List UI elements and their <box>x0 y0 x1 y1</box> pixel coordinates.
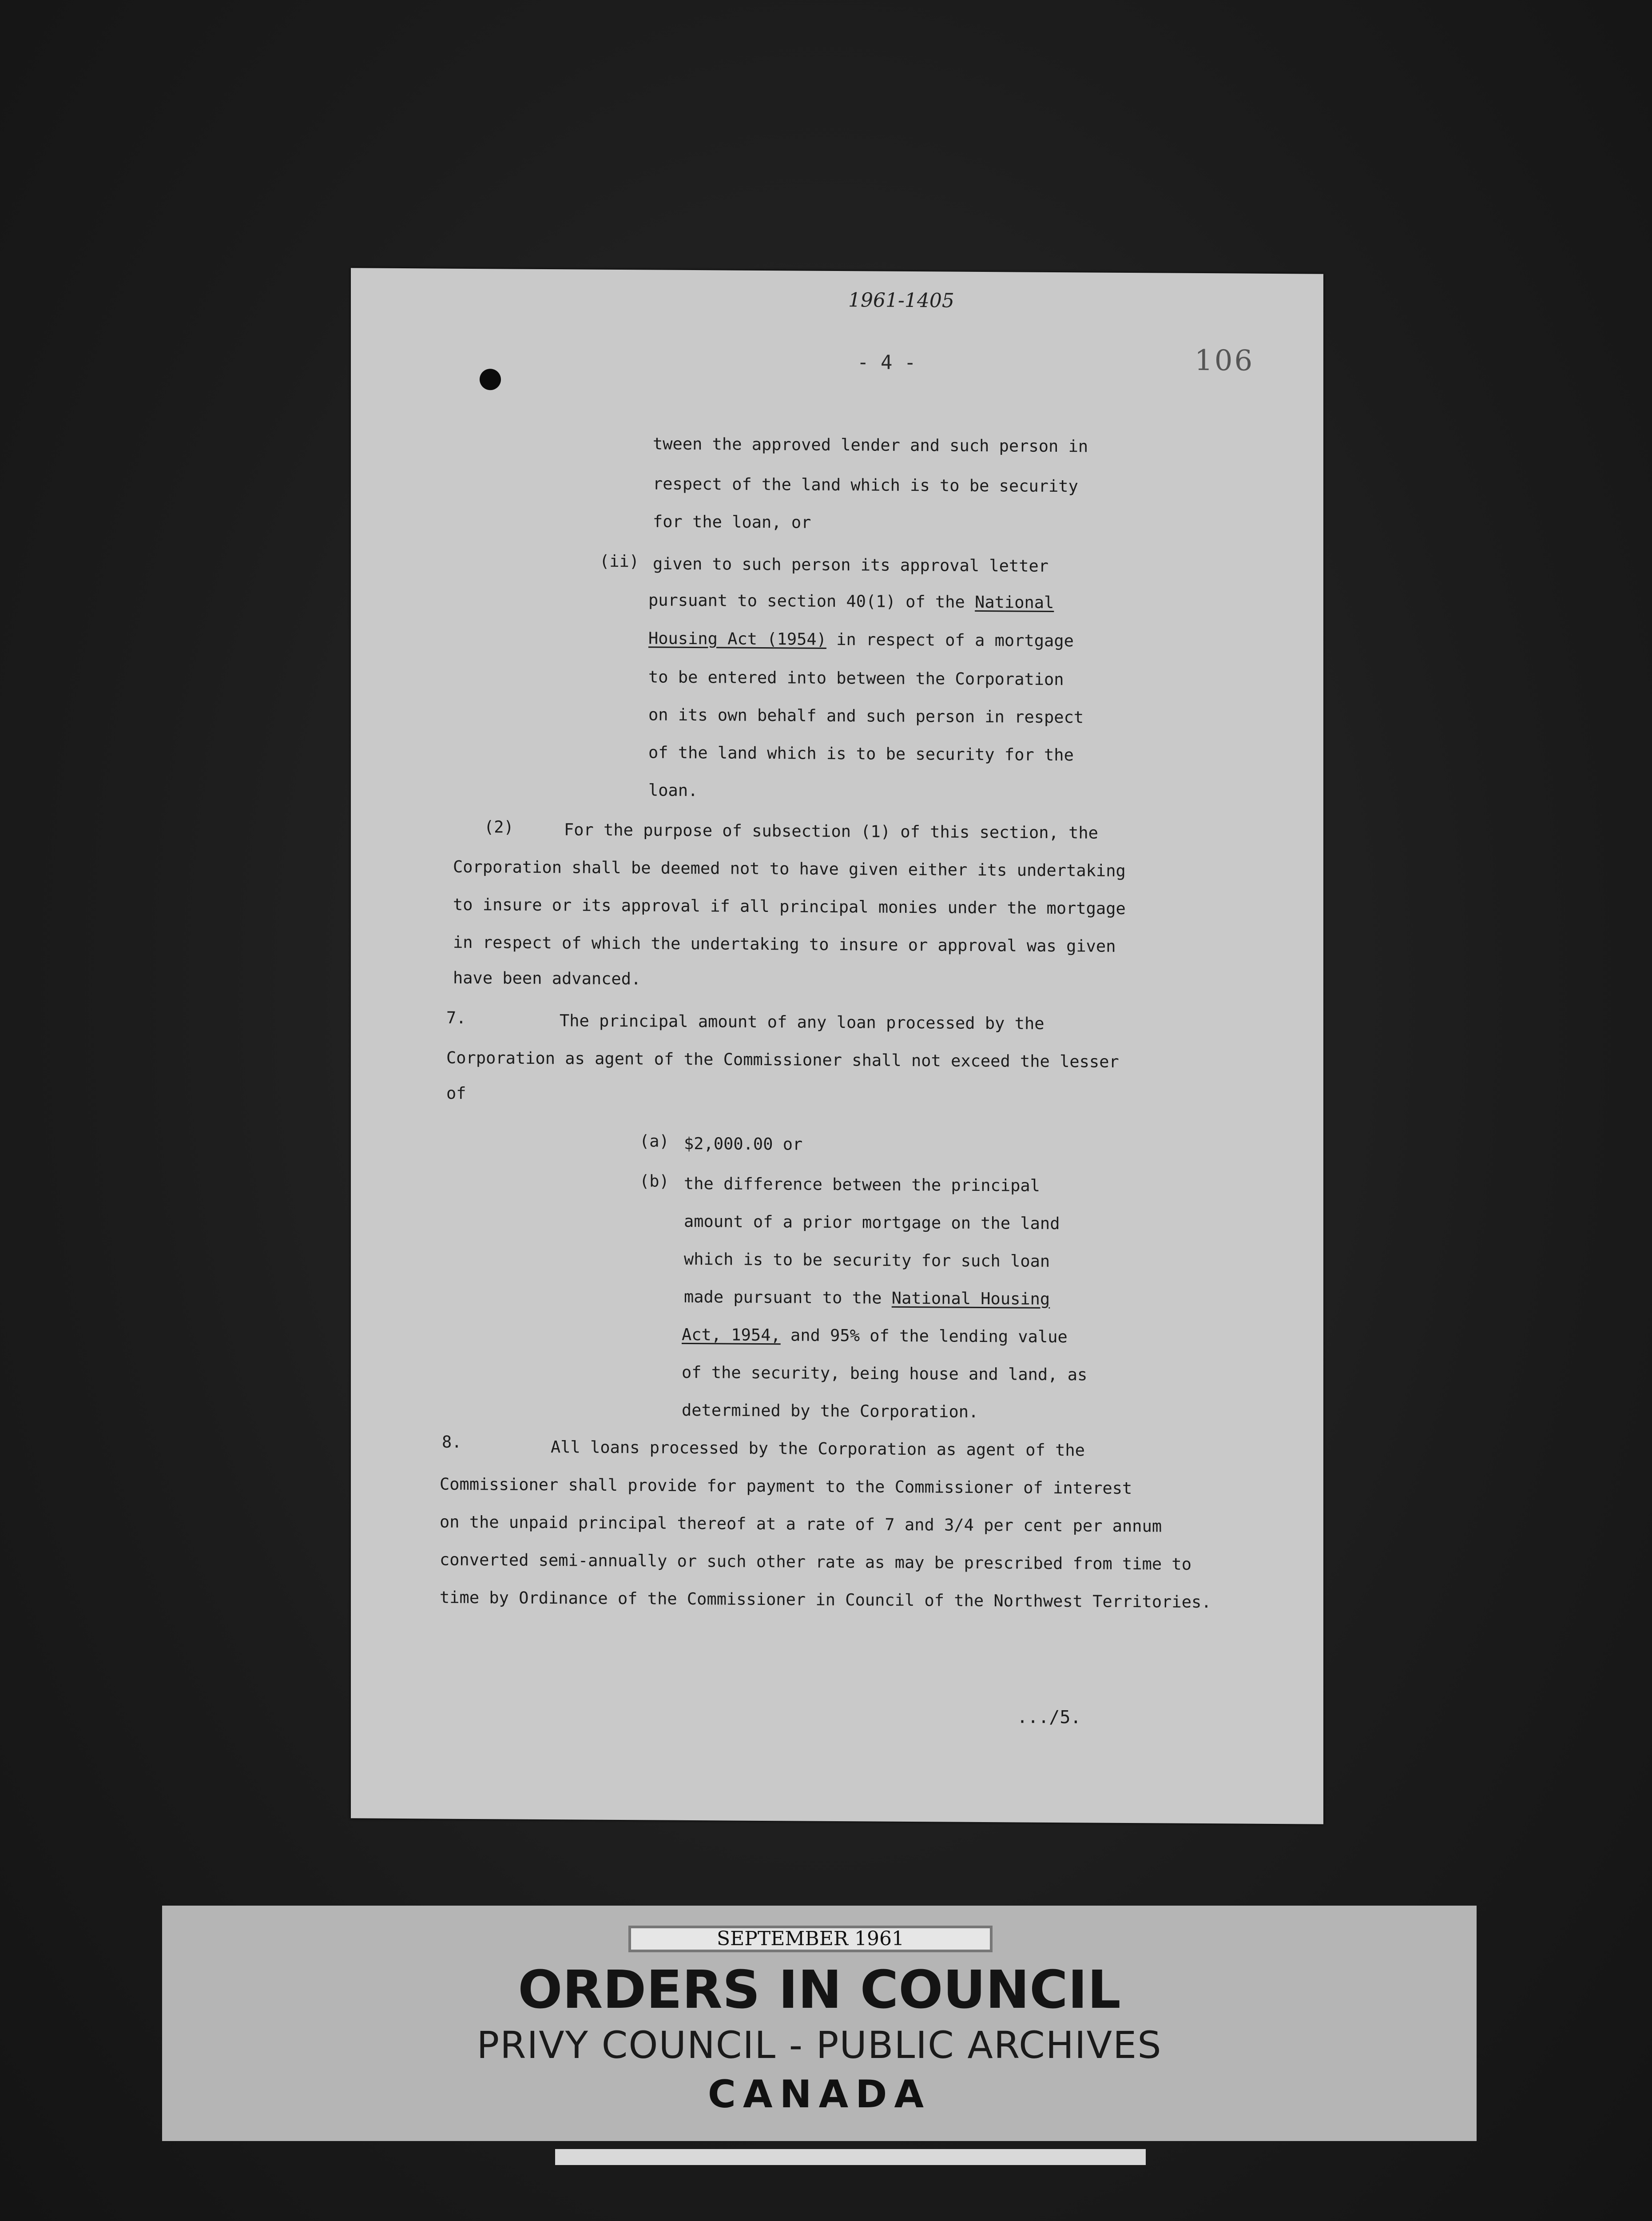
text-line: of <box>446 1083 466 1103</box>
text-line: of the security, being house and land, as <box>682 1362 1088 1385</box>
text-line: Corporation as agent of the Commissioner shall not exceed the lesser <box>446 1048 1119 1071</box>
act-name-underlined: National Housing <box>891 1288 1050 1309</box>
subsection-number: (2) <box>484 817 514 837</box>
text-line: on the unpaid principal thereof at a rate of 7 and 3/4 per cent per annum <box>440 1512 1162 1536</box>
text-line: made pursuant to the National Housing <box>684 1287 1050 1309</box>
text-line: loan. <box>648 780 698 800</box>
date-label: SEPTEMBER 1961 <box>628 1926 993 1952</box>
clause-number: (a) <box>639 1131 669 1151</box>
text-line: $2,000.00 or <box>684 1134 803 1154</box>
text-line: the difference between the principal <box>684 1174 1040 1195</box>
punch-hole <box>480 369 501 390</box>
act-name-underlined: Act, 1954, <box>682 1325 781 1345</box>
film-edge-strip <box>555 2149 1146 2165</box>
stamped-number: 106 <box>1195 344 1255 378</box>
text-line: Act, 1954, and 95% of the lending value <box>682 1325 1068 1347</box>
text-line: amount of a prior mortgage on the land <box>684 1211 1060 1234</box>
text-line: The principal amount of any loan processed by the <box>560 1011 1044 1033</box>
text-line: tween the approved lender and such person in <box>653 434 1088 456</box>
text-line: to be entered into between the Corporation <box>648 667 1064 689</box>
text-line: time by Ordinance of the Commissioner in Council of the Northwest Territories. <box>440 1588 1211 1612</box>
document-page <box>351 268 1323 1824</box>
text-line: Corporation shall be deemed not to have given either its undertaking <box>453 857 1126 880</box>
clause-number: (b) <box>639 1171 669 1191</box>
act-name-underlined: Housing Act (1954) <box>648 629 826 649</box>
text-line: of the land which is to be security for the <box>648 743 1074 765</box>
text-line: Housing Act (1954) in respect of a mortgage <box>648 629 1074 651</box>
text-line: pursuant to section 40(1) of the National <box>648 590 1054 612</box>
text-line: determined by the Corporation. <box>682 1400 979 1421</box>
text-line: in respect of which the undertaking to insure or approval was given <box>453 932 1116 956</box>
text-line: respect of the land which is to be security <box>653 474 1078 496</box>
text-line: Commissioner shall provide for payment to the Commissioner of interest <box>440 1474 1132 1498</box>
text-line: for the loan, or <box>653 512 811 532</box>
clause-number: (ii) <box>600 551 639 571</box>
act-name-underlined: National <box>975 592 1054 612</box>
text-line: have been advanced. <box>453 968 641 989</box>
text-line: which is to be security for such loan <box>684 1249 1050 1271</box>
banner-title: ORDERS IN COUNCIL <box>518 1959 1121 2020</box>
banner-country: CANADA <box>707 2072 931 2117</box>
section-number: 8. <box>442 1432 462 1452</box>
text-line: on its own behalf and such person in respect <box>648 705 1084 727</box>
page-number: - 4 - <box>857 351 916 374</box>
archive-banner <box>162 1906 1477 2141</box>
text-line: For the purpose of subsection (1) of this section, the <box>564 820 1098 843</box>
text-line: All loans processed by the Corporation as agent of the <box>551 1437 1085 1460</box>
text-line: converted semi-annually or such other rate as may be prescribed from time to <box>440 1550 1191 1574</box>
section-number: 7. <box>446 1008 466 1027</box>
continuation-marker: .../5. <box>1017 1707 1081 1728</box>
banner-subtitle: PRIVY COUNCIL - PUBLIC ARCHIVES <box>477 2023 1162 2067</box>
handwritten-reference: 1961-1405 <box>848 289 954 312</box>
text-line: given to such person its approval letter <box>653 554 1049 576</box>
text-line: to insure or its approval if all principal monies under the mortgage <box>453 895 1126 918</box>
